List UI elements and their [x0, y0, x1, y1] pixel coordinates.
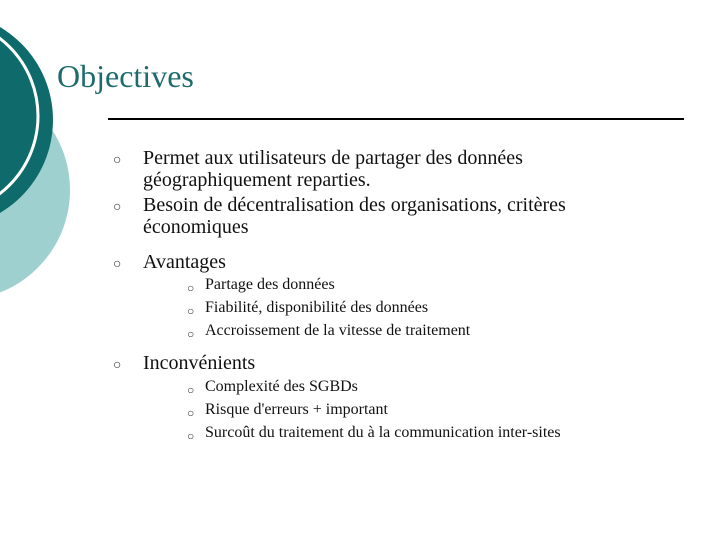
sub-bullet-text: Fiabilité, disponibilité des données — [205, 299, 429, 316]
bullet-circle-icon: ○ — [187, 327, 195, 341]
sub-bullet-text: Risque d'erreurs + important — [205, 401, 388, 418]
bullet-text: Inconvénients — [143, 352, 256, 374]
sub-bullet-text: Accroissement de la vitesse de traitement — [205, 322, 471, 339]
bullet-text: Permet aux utilisateurs de partager des données géographiquement reparties. — [143, 147, 523, 191]
bullet-text: Besoin de décentralisation des organisations, critères économiques — [143, 194, 566, 238]
bullet-circle-icon: ○ — [187, 281, 195, 295]
bullet-circle-icon: ○ — [113, 200, 122, 215]
bullet-circle-icon: ○ — [113, 257, 122, 272]
sub-bullet-text: Surcoût du traitement du à la communication inter-sites — [205, 424, 561, 441]
bullet-circle-icon: ○ — [113, 153, 122, 168]
bullet-circle-icon: ○ — [187, 429, 195, 443]
sub-bullet-text: Complexité des SGBDs — [205, 378, 358, 395]
sub-bullet-text: Partage des données — [205, 276, 335, 293]
decorative-circles — [0, 0, 120, 300]
bullet-text: Avantages — [143, 251, 226, 273]
bullet-circle-icon: ○ — [187, 406, 195, 420]
title-divider — [108, 118, 684, 120]
bullet-circle-icon: ○ — [187, 383, 195, 397]
slide-title: Objectives — [57, 58, 194, 94]
bullet-circle-icon: ○ — [113, 358, 122, 373]
bullet-circle-icon: ○ — [187, 304, 195, 318]
